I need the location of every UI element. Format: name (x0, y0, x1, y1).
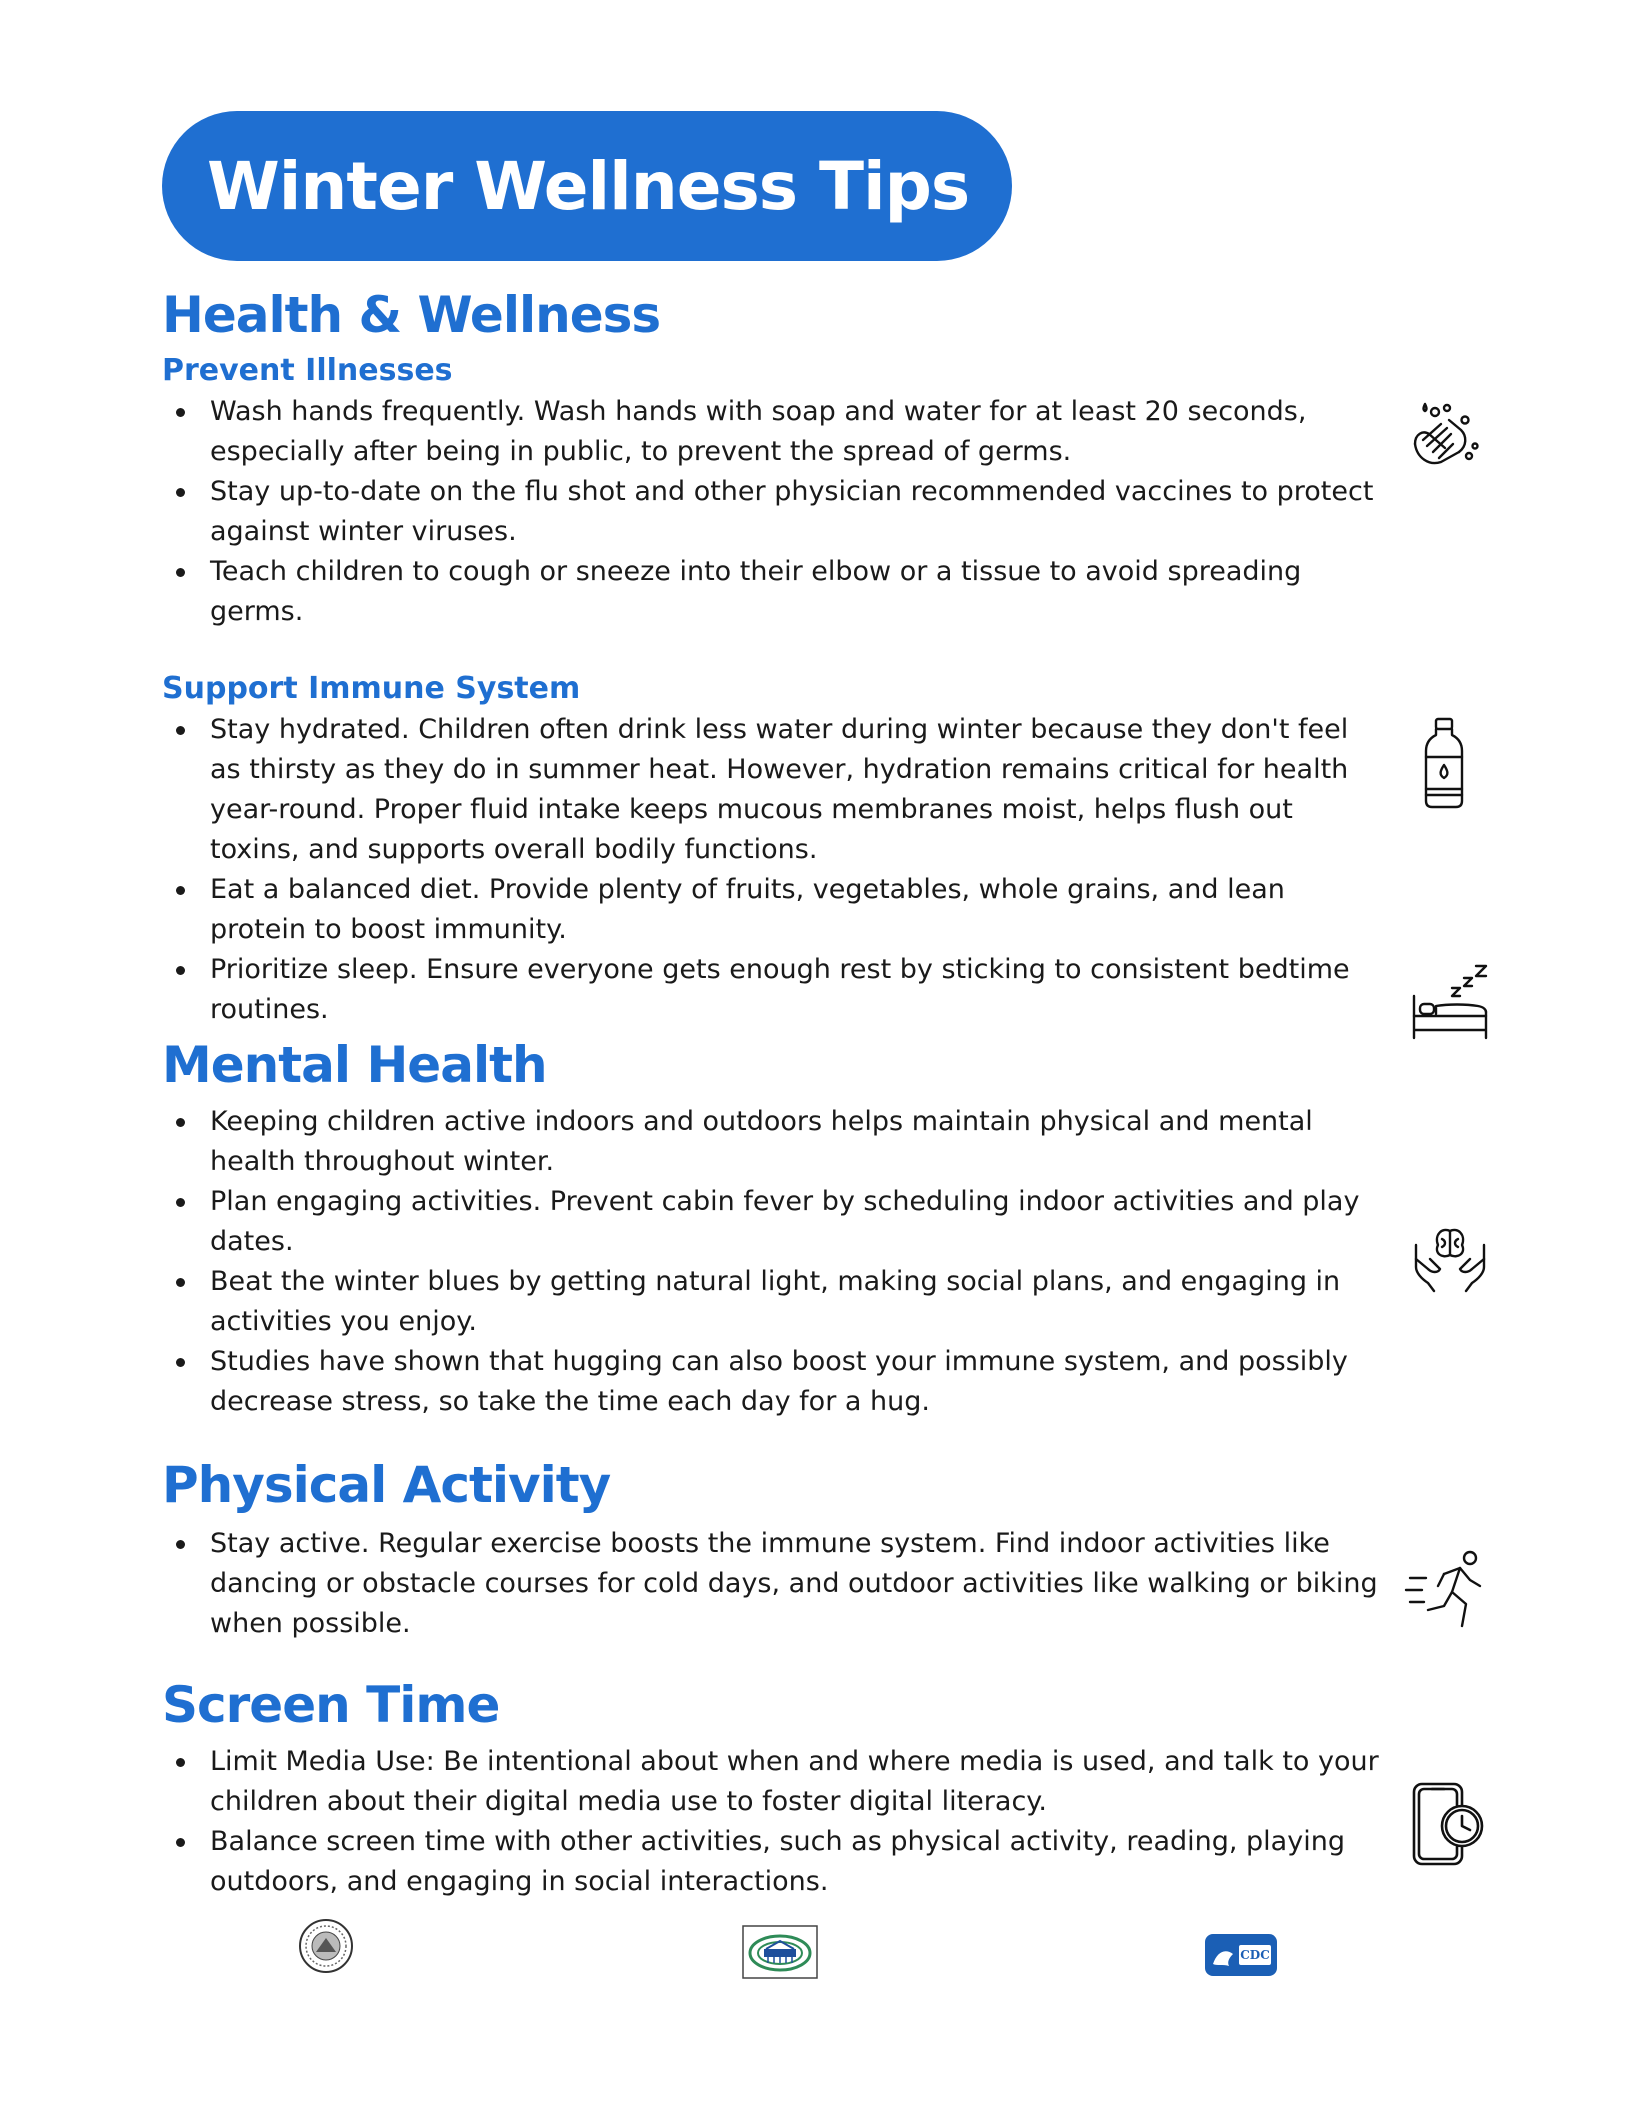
state-seal-logo (298, 1918, 354, 1974)
list-item: Stay up-to-date on the flu shot and other physician recommended vaccines to protect against winter viruses. (162, 472, 1382, 552)
screen-time-heading: Screen Time (162, 1676, 500, 1734)
list-item: Balance screen time with other activities, such as physical activity, reading, playing outdoors, and engaging in social interactions. (162, 1822, 1382, 1902)
physical-activity-heading: Physical Activity (162, 1456, 611, 1514)
title-banner (162, 111, 1012, 261)
cdc-logo-text: CDC (1240, 1948, 1270, 1962)
phone-clock-icon (1410, 1780, 1488, 1868)
list-item: Prioritize sleep. Ensure everyone gets enough rest by sticking to consistent bedtime routines. (162, 950, 1382, 1030)
mental-health-brain-hands-icon (1408, 1215, 1492, 1299)
list-item: Teach children to cough or sneeze into their elbow or a tissue to avoid spreading germs. (162, 552, 1382, 632)
prevent-illnesses-list (162, 392, 1382, 632)
list-item: Keeping children active indoors and outdoors helps maintain physical and mental health throughout winter. (162, 1102, 1382, 1182)
running-person-icon (1404, 1548, 1494, 1632)
list-item: Limit Media Use: Be intentional about when and where media is used, and talk to your children about their digital media use to foster digital literacy. (162, 1742, 1382, 1822)
cdc-logo (1205, 1934, 1277, 1976)
health-wellness-heading: Health & Wellness (162, 286, 661, 344)
list-item: Plan engaging activities. Prevent cabin fever by scheduling indoor activities and play dates. (162, 1182, 1382, 1262)
sleep-bed-icon (1408, 960, 1492, 1044)
screen-time-list (162, 1742, 1382, 1902)
list-item: Stay hydrated. Children often drink less water during winter because they don't feel as thirsty as they do in summer heat. However, hydration remains critical for health year-round. Proper fluid intake keeps mucous membranes moist, helps flush out toxins, and supports overall bodily functions. (162, 710, 1382, 870)
prevent-illnesses-heading: Prevent Illnesses (162, 353, 453, 388)
list-item: Eat a balanced diet. Provide plenty of fruits, vegetables, whole grains, and lean protein to boost immunity. (162, 870, 1382, 950)
physical-activity-list (162, 1524, 1382, 1644)
handwashing-icon (1405, 400, 1485, 480)
list-item: Beat the winter blues by getting natural light, making social plans, and engaging in activities you enjoy. (162, 1262, 1382, 1342)
support-immune-system-list (162, 710, 1382, 1030)
list-item: Wash hands frequently. Wash hands with soap and water for at least 20 seconds, especially after being in public, to prevent the spread of germs. (162, 392, 1382, 472)
water-bottle-icon (1404, 715, 1484, 811)
mental-health-heading: Mental Health (162, 1036, 547, 1094)
dept-program-logo (742, 1925, 818, 1979)
page-title: Winter Wellness Tips (207, 147, 970, 225)
list-item: Studies have shown that hugging can also boost your immune system, and possibly decrease stress, so take the time each day for a hug. (162, 1342, 1382, 1422)
mental-health-list (162, 1102, 1382, 1422)
list-item: Stay active. Regular exercise boosts the immune system. Find indoor activities like dancing or obstacle courses for cold days, and outdoor activities like walking or biking when possible. (162, 1524, 1382, 1644)
support-immune-system-heading: Support Immune System (162, 671, 581, 706)
